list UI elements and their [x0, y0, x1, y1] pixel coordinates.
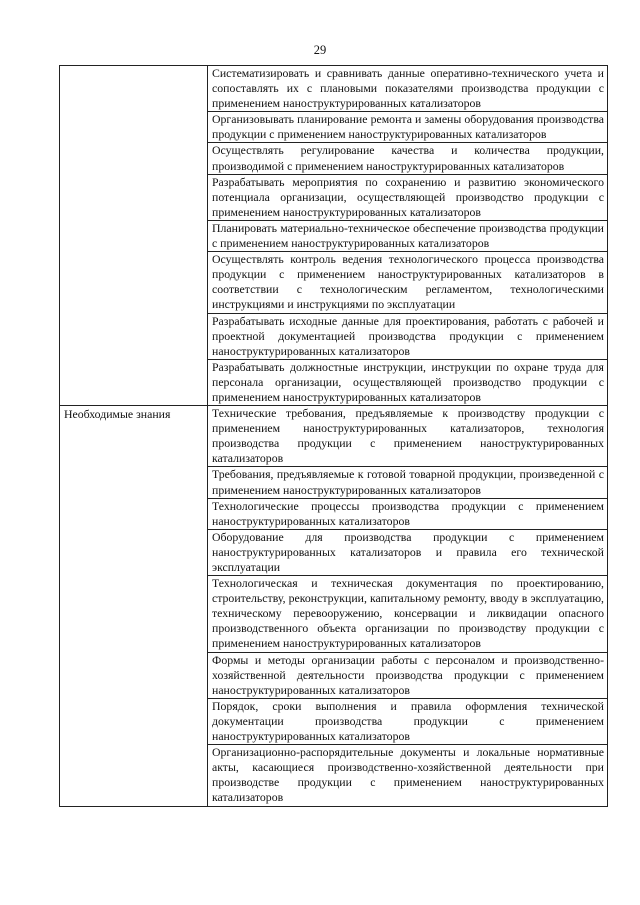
section-label: Необходимые знания — [64, 407, 171, 422]
requirement-text: Технологические процессы производства продукции с применением наноструктурированных катализаторов — [208, 498, 608, 529]
requirement-text: Организационно-распорядительные документы и локальные нормативные акты, касающиеся производственно-хозяйственной деятельности при производстве продукции с применением наноструктурированных катализаторов — [208, 745, 608, 806]
requirements-table-body — [60, 66, 608, 807]
table-row — [60, 406, 608, 467]
requirement-text: Разрабатывать исходные данные для проектирования, работать с рабочей и проектной документацией производства продукции с применением наноструктурированных катализаторов — [208, 313, 608, 359]
requirements-table — [59, 65, 608, 807]
requirement-text: Осуществлять регулирование качества и количества продукции, производимой с применением наноструктурированных катализаторов — [208, 143, 608, 174]
requirement-text: Технические требования, предъявляемые к производству продукции с применением наноструктурированных катализаторов, технология производства продукции с применением наноструктурированных катализаторов — [208, 406, 608, 467]
requirement-text: Порядок, сроки выполнения и правила оформления технической документации производства продукции с применением наноструктурированных катализаторов — [208, 698, 608, 744]
requirement-text: Оборудование для производства продукции с применением наноструктурированных катализаторов и правила его технической эксплуатации — [208, 529, 608, 575]
requirement-text: Осуществлять контроль ведения технологического процесса производства продукции с применением наноструктурированных катализаторов в соответствии с технологическим регламентом, технологическими инструкциями и инструкциями по эксплуатации — [208, 252, 608, 313]
section-label-cell — [60, 406, 208, 806]
requirement-text: Систематизировать и сравнивать данные оперативно-технического учета и сопоставлять их с плановыми показателями производства продукции с применением наноструктурированных катализаторов — [208, 66, 608, 112]
section-label-cell — [60, 66, 208, 406]
requirement-text: Формы и методы организации работы с персоналом и производственно-хозяйственной деятельности производства продукции с применением наноструктурированных катализаторов — [208, 652, 608, 698]
requirement-text: Требования, предъявляемые к готовой товарной продукции, произведенной с применением наноструктурированных катализаторов — [208, 467, 608, 498]
requirement-text: Организовывать планирование ремонта и замены оборудования производства продукции с применением наноструктурированных катализаторов — [208, 112, 608, 143]
table-row — [60, 66, 608, 112]
page-number: 29 — [313, 43, 327, 57]
requirement-text: Технологическая и техническая документация по проектированию, строительству, реконструкции, капитальному ремонту, вводу в эксплуатацию, техническому перевооружению, консервации и ликвидации опасного производственного объекта организации по производству продукции с применением наноструктурированных катализаторов — [208, 576, 608, 652]
section-label — [64, 66, 204, 67]
requirement-text: Планировать материально-техническое обеспечение производства продукции с применением наноструктурированных катализаторов — [208, 220, 608, 251]
requirement-text: Разрабатывать мероприятия по сохранению и развитию экономического потенциала организации, осуществляющей производство продукции с применением наноструктурированных катализаторов — [208, 174, 608, 220]
requirement-text: Разрабатывать должностные инструкции, инструкции по охране труда для персонала организации, осуществляющей производство продукции с применением наноструктурированных катализаторов — [208, 359, 608, 405]
